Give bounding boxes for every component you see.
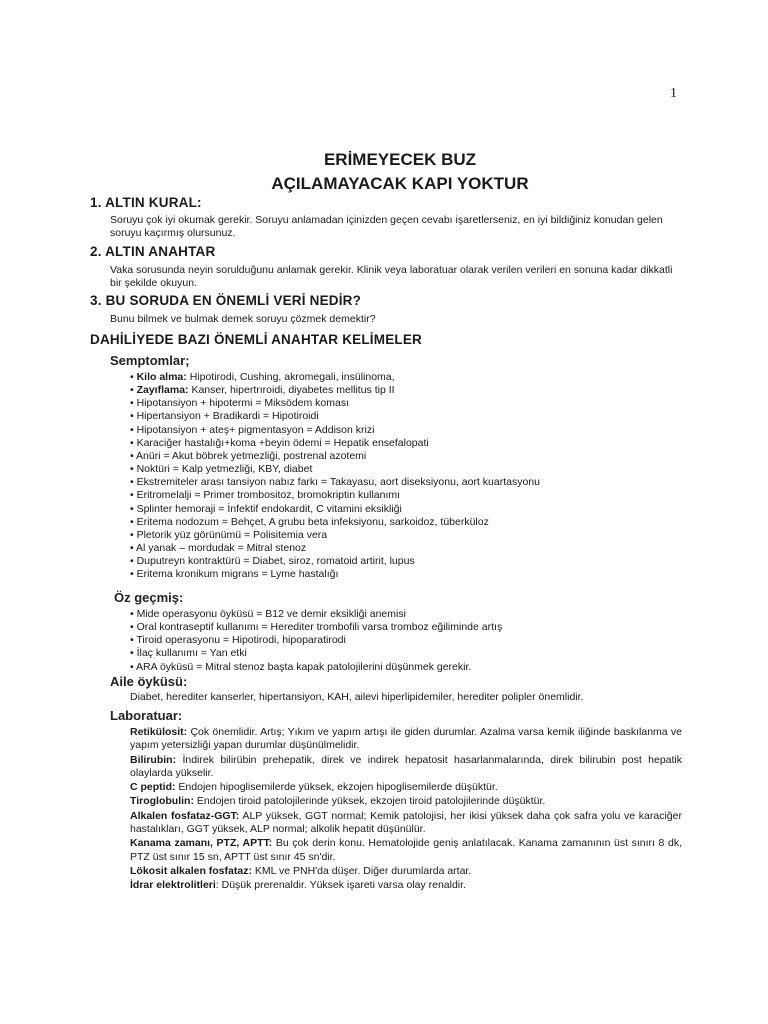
laboratuar-item-term: C peptid: [130, 781, 176, 794]
laboratuar-item-text: Çok önemlidir. Artış; Yıkım ve yapım artışı ile giden durumlar. Azalma varsa kemik iliğinde baskılanma ve yapım yetersizliği yapan durumlar düşünülmelidir. [130, 726, 682, 752]
semptom-item [130, 489, 540, 502]
semptom-item-text: Duputreyn kontraktürü = Diabet, siroz, romatoid artirit, lupus [136, 555, 415, 568]
oz-gecmis-item: • İlaç kullanımı = Yan etki [130, 647, 502, 660]
semptom-item-text: Hipertansiyon + Bradikardi = Hipotiroidi [136, 410, 319, 423]
laboratuar-item-text: : Düşük prerenaldir. Yüksek işareti varsa olay renaldir. [215, 879, 466, 892]
heading-oz-gecmis: Öz geçmiş: [114, 590, 184, 605]
laboratuar-item-text: İndirek bilirübin prehepatik, direk ve indirek hepatosit hasarlanmalarında, direk bilirubin post hepatik olaylarda yükselir. [130, 753, 682, 779]
semptom-item-text: Hipotansiyon + ateş+ pigmentasyon = Addison krizi [136, 423, 375, 436]
heading-altin-kural: 1. ALTIN KURAL: [90, 195, 202, 210]
semptom-item [130, 568, 540, 581]
semptom-item-term: Kilo alma: [136, 371, 187, 383]
laboratuar-item [130, 726, 682, 753]
semptom-item-text: Al yanak – mordudak = Mitral stenoz [136, 542, 307, 555]
laboratuar-item-term: İdrar elektrolitleri [130, 879, 216, 892]
semptom-item [130, 516, 540, 529]
semptom-item-text: Eritema nodozum = Behçet, A grubu beta infeksiyonu, sarkoidoz, tüberküloz [136, 515, 489, 528]
paragraph-onemli-veri: Bunu bilmek ve bulmak demek soruyu çözmek demektir? [110, 313, 376, 325]
semptom-item-text: Karaciğer hastalığı+koma +beyin ödemi = Hepatik ensefalopati [136, 436, 429, 449]
oz-gecmis-list [130, 608, 502, 674]
semptom-item-text: Splinter hemoraji = İnfektif endokardit, C vitamini eksikliği [136, 502, 402, 515]
laboratuar-item-text: Bu çok derin konu. Hematolojide geniş anlatılacak. Kanama zamanının üst sınırı 8 dk, PTZ üst sınır 15 sn, APTT üst sınır 45 sn'dir. [130, 837, 682, 863]
laboratuar-item [130, 810, 682, 837]
heading-altin-anahtar: 2. ALTIN ANAHTAR [90, 244, 216, 259]
oz-gecmis-item: • Mide operasyonu öyküsü = B12 ve demir eksikliği anemisi [130, 608, 502, 621]
semptom-item [130, 410, 540, 423]
semptom-item-text: Kanser, hipertrıroidi, diyabetes mellitus tip II [188, 384, 395, 397]
semptom-item [130, 463, 540, 476]
heading-dahiliye: DAHİLİYEDE BAZI ÖNEMLİ ANAHTAR KELİMELER [90, 332, 422, 347]
oz-gecmis-item: • ARA öyküsü = Mitral stenoz başta kapak patolojilerini düşünmek gerekir. [130, 661, 502, 674]
title-line-1: ERİMEYECEK BUZ [323, 150, 477, 169]
paragraph-altin-kural: Soruyu çok iyi okumak gerekir. Soruyu anlamadan içinizden geçen cevabı işaretlerseniz, en iyi bildiğiniz konudan gelen soruyu kaçırmış olursunuz. [110, 214, 663, 239]
laboratuar-item-term: Tiroglobulin: [130, 795, 194, 808]
semptom-item [130, 424, 540, 437]
semptom-item [130, 437, 540, 450]
laboratuar-item [130, 795, 682, 808]
page-number: 1 [670, 86, 677, 101]
laboratuar-item-text: KML ve PNH'da düşer. Diğer durumlarda artar. [251, 864, 472, 877]
semptom-item [130, 397, 540, 410]
semptom-item [130, 555, 540, 568]
semptom-item-text: Ekstremiteler arası tansiyon nabız farkı = Takayasu, aort diseksiyonu, aort kuartasyonu [136, 476, 540, 489]
semptom-item-text: Eritromelalji = Primer trombositoz, bromokriptin kullanımı [136, 489, 401, 502]
laboratuar-item [130, 781, 682, 794]
laboratuar-item-text: Endojen hipoglisemilerde yüksek, ekzojen hipoglisemilerde düşüktür. [175, 781, 498, 794]
laboratuar-item [130, 879, 682, 892]
semptom-item [130, 529, 540, 542]
semptom-item [130, 476, 540, 489]
laboratuar-item-text: ALP yüksek, GGT normal; Kemik patolojisi, her ikisi yüksek daha çok safra yolu ve karaciğer hastalıkları, GGT yüksek, ALP normal; alkolik hepatit düşünülür. [130, 809, 682, 836]
laboratuar-item-term: Retikülosit: [130, 726, 188, 738]
semptom-item-text: Eritema kronikum migrans = Lyme hastalığı [136, 568, 339, 581]
semptom-item-text: Hipotansiyon + hipotermi = Miksödem koması [136, 397, 350, 410]
paragraph-aile-oykusu: Diabet, herediter kanserler, hipertansiyon, KAH, ailevi hiperlipidemiler, herediter polipler önemlidir. [130, 691, 584, 703]
oz-gecmis-item: • Tiroid operasyonu = Hipotirodi, hipoparatirodi [130, 634, 502, 647]
laboratuar-item-text: Endojen tiroid patolojilerinde yüksek, ekzojen tiroid patolojilerinde düşüktür. [193, 795, 546, 808]
heading-onemli-veri: 3. BU SORUDA EN ÖNEMLİ VERİ NEDİR? [90, 293, 362, 308]
semptom-item [130, 503, 540, 516]
laboratuar-item [130, 837, 682, 864]
semptom-item [130, 371, 540, 384]
laboratuar-item-term: Alkalen fosfataz-GGT: [130, 809, 240, 822]
semptom-list [130, 371, 540, 582]
laboratuar-item [130, 865, 682, 878]
title-line-2: AÇILAMAYACAK KAPI YOKTUR [271, 174, 529, 193]
heading-aile-oykusu: Aile öyküsü: [110, 674, 188, 689]
semptom-item-text: Anüri = Akut böbrek yetmezliği, postrenal azotemi [136, 449, 367, 462]
heading-laboratuar: Laboratuar: [110, 708, 183, 723]
semptom-item [130, 384, 540, 397]
semptom-item [130, 542, 540, 555]
oz-gecmis-item: • Oral kontraseptif kullanımı = Herediter trombofili varsa tromboz eğiliminde artış [130, 621, 502, 634]
semptom-item [130, 450, 540, 463]
laboratuar-item-term: Lökosit alkalen fosfataz: [130, 864, 252, 877]
laboratuar-item-term: Kanama zamanı, PTZ, APTT: [130, 837, 273, 850]
semptom-item-text: Noktüri = Kalp yetmezliği, KBY, diabet [136, 463, 313, 476]
paragraph-altin-anahtar: Vaka sorusunda neyin sorulduğunu anlamak gerekir. Klinik veya laboratuar olarak verilen verileri en sonuna kadar dikkatli bir şekilde okuyun. [110, 264, 673, 289]
semptom-item-text: Pletorik yüz görünümü = Polisitemia vera [136, 528, 328, 541]
semptom-item-text: Hipotirodi, Cushing, akromegali, insülinoma, [186, 371, 395, 383]
semptom-item-term: Zayıflama: [136, 384, 189, 397]
heading-semptomlar: Semptomlar; [110, 353, 190, 368]
laboratuar-item-term: Bilirubin: [130, 753, 177, 766]
laboratuar-item [130, 754, 682, 781]
page-title [0, 148, 768, 196]
laboratuar-list [130, 726, 682, 894]
